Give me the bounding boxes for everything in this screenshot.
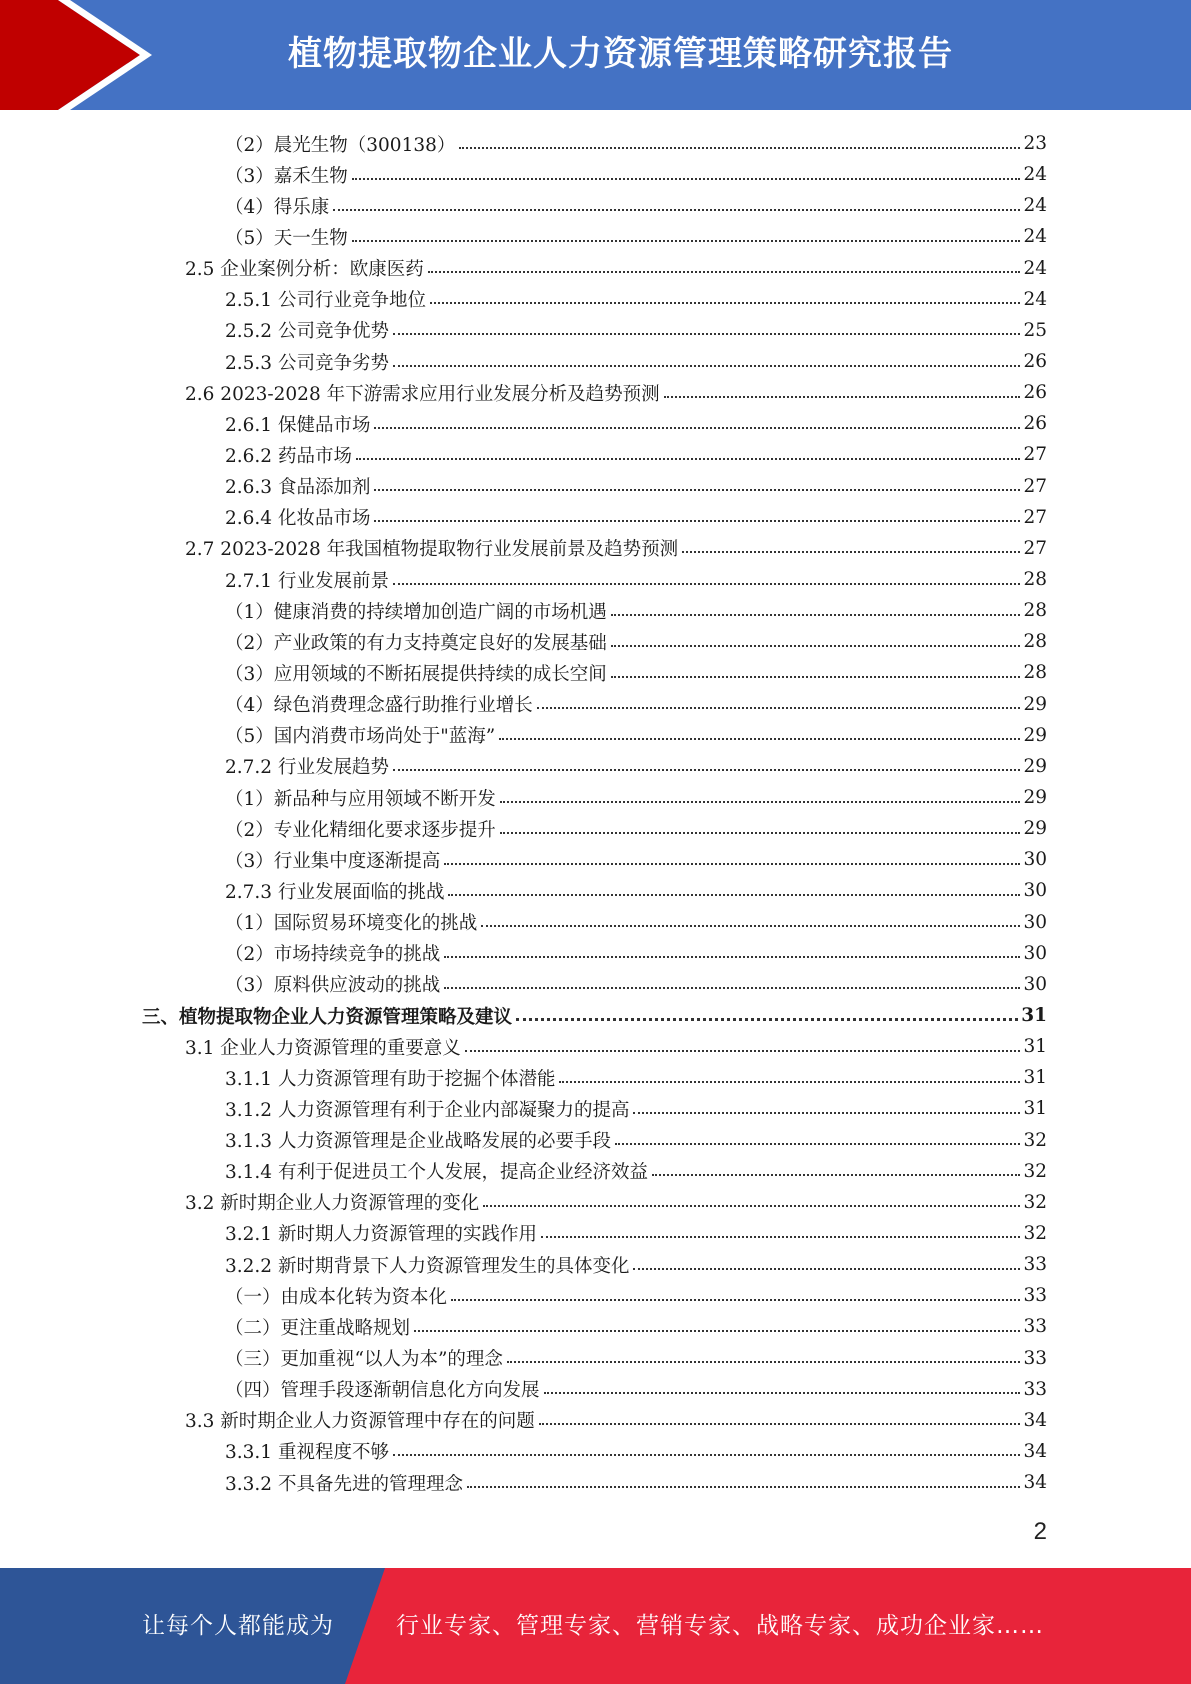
toc-entry[interactable]: [0, 128, 1191, 159]
toc-entry-page: 32: [1023, 1160, 1047, 1182]
toc-entry[interactable]: [0, 564, 1191, 595]
toc-entry[interactable]: [0, 1280, 1191, 1311]
toc-entry[interactable]: [0, 657, 1191, 688]
toc-entry-page: 30: [1023, 973, 1047, 995]
toc-entry-page: 29: [1023, 818, 1047, 840]
toc-entry-page: 27: [1023, 506, 1047, 528]
toc-entry[interactable]: [0, 1093, 1191, 1124]
toc-entry-page: 28: [1023, 569, 1047, 591]
toc-entry-page: 24: [1023, 226, 1047, 248]
toc-entry-title: （四）管理手段逐渐朝信息化方向发展: [225, 1380, 540, 1402]
toc-dot-leader: [393, 365, 1020, 367]
toc-entry-page: 24: [1023, 195, 1047, 217]
toc-entry[interactable]: [0, 1000, 1191, 1031]
toc-entry[interactable]: [0, 1031, 1191, 1062]
toc-entry-page: 27: [1023, 444, 1047, 466]
toc-dot-leader: [352, 178, 1021, 180]
toc-entry-title: （2）产业政策的有力支持奠定良好的发展基础: [225, 632, 607, 654]
toc-entry[interactable]: [0, 346, 1191, 377]
toc-entry-title: 3.1 企业人力资源管理的重要意义: [185, 1037, 461, 1059]
toc-entry[interactable]: [0, 159, 1191, 190]
toc-entry-page: 24: [1023, 164, 1047, 186]
toc-entry-title: （1）新品种与应用领域不断开发: [225, 788, 496, 810]
toc-entry-title: 3.1.2 人力资源管理有利于企业内部凝聚力的提高: [225, 1099, 630, 1121]
toc-dot-leader: [500, 801, 1021, 803]
toc-entry-page: 32: [1023, 1191, 1047, 1213]
toc-entry-title: 2.5.1 公司行业竞争地位: [225, 290, 426, 312]
toc-entry-title: （2）晨光生物（300138）: [225, 134, 456, 156]
toc-entry-page: 31: [1023, 1067, 1047, 1089]
toc-entry-title: （2）专业化精细化要求逐步提升: [225, 819, 496, 841]
page-number: 2: [1033, 1518, 1047, 1545]
toc-entry[interactable]: [0, 1342, 1191, 1373]
toc-entry-title: （4）绿色消费理念盛行助推行业增长: [225, 695, 533, 717]
toc-dot-leader: [374, 489, 1020, 491]
table-of-contents: [0, 128, 1191, 1498]
toc-entry[interactable]: [0, 1467, 1191, 1498]
toc-dot-leader: [507, 1361, 1021, 1363]
toc-entry-title: 3.2.2 新时期背景下人力资源管理发生的具体变化: [225, 1255, 630, 1277]
toc-entry-title: 2.6.4 化妆品市场: [225, 508, 371, 530]
toc-dot-leader: [444, 987, 1020, 989]
toc-entry-page: 24: [1023, 288, 1047, 310]
toc-entry-title: 2.7 2023-2028 年我国植物提取物行业发展前景及趋势预测: [185, 539, 679, 561]
toc-entry-page: 29: [1023, 787, 1047, 809]
toc-entry[interactable]: [0, 315, 1191, 346]
toc-entry-page: 27: [1023, 475, 1047, 497]
toc-entry[interactable]: [0, 533, 1191, 564]
toc-entry[interactable]: [0, 1249, 1191, 1280]
toc-dot-leader: [393, 583, 1020, 585]
toc-entry-page: 31: [1023, 1036, 1047, 1058]
toc-entry-page: 30: [1023, 880, 1047, 902]
toc-entry-title: （二）更注重战略规划: [225, 1317, 411, 1339]
toc-dot-leader: [444, 956, 1020, 958]
toc-entry-page: 32: [1023, 1129, 1047, 1151]
toc-entry-page: 33: [1023, 1254, 1047, 1276]
toc-entry[interactable]: [0, 439, 1191, 470]
toc-entry-title: （1）健康消费的持续增加创造广阔的市场机遇: [225, 601, 607, 623]
toc-dot-leader: [539, 1423, 1021, 1425]
toc-entry[interactable]: [0, 751, 1191, 782]
toc-entry[interactable]: [0, 1125, 1191, 1156]
toc-entry-title: 2.6.3 食品添加剂: [225, 477, 371, 499]
toc-entry-title: 2.6.2 药品市场: [225, 445, 352, 467]
toc-entry-title: （三）更加重视“以人为本”的理念: [225, 1349, 503, 1371]
toc-entry[interactable]: [0, 875, 1191, 906]
toc-dot-leader: [352, 240, 1021, 242]
toc-dot-leader: [516, 1018, 1018, 1021]
toc-dot-leader: [333, 209, 1020, 211]
toc-entry-title: 2.6.1 保健品市场: [225, 414, 371, 436]
toc-entry-page: 25: [1023, 319, 1047, 341]
toc-dot-leader: [682, 551, 1020, 553]
toc-dot-leader: [499, 738, 1020, 740]
toc-entry[interactable]: [0, 969, 1191, 1000]
toc-entry-title: （4）得乐康: [225, 196, 330, 218]
footer-slogan-right: 行业专家、管理专家、营销专家、战略专家、成功企业家……: [396, 1613, 1044, 1639]
toc-entry-title: 3.1.1 人力资源管理有助于挖掘个体潜能: [225, 1068, 556, 1090]
toc-dot-leader: [544, 1392, 1021, 1394]
report-title: 植物提取物企业人力资源管理策略研究报告: [288, 34, 953, 74]
toc-dot-leader: [430, 302, 1020, 304]
toc-dot-leader: [393, 1454, 1020, 1456]
toc-entry-title: （1）国际贸易环境变化的挑战: [225, 913, 478, 935]
toc-entry[interactable]: [0, 1311, 1191, 1342]
footer-slogan-left: 让每个人都能成为: [142, 1613, 334, 1639]
toc-dot-leader: [615, 1143, 1020, 1145]
toc-entry-page: 30: [1023, 942, 1047, 964]
toc-dot-leader: [537, 707, 1021, 709]
toc-entry-title: 3.3 新时期企业人力资源管理中存在的问题: [185, 1411, 535, 1433]
toc-dot-leader: [374, 427, 1020, 429]
toc-dot-leader: [393, 769, 1020, 771]
toc-entry-page: 24: [1023, 257, 1047, 279]
toc-entry-page: 26: [1023, 413, 1047, 435]
toc-entry-title: （3）行业集中度逐渐提高: [225, 850, 441, 872]
toc-dot-leader: [633, 1268, 1020, 1270]
toc-entry-title: 2.6 2023-2028 年下游需求应用行业发展分析及趋势预测: [185, 383, 660, 405]
toc-entry-title: （3）原料供应波动的挑战: [225, 975, 441, 997]
toc-dot-leader: [465, 1050, 1021, 1052]
toc-entry[interactable]: [0, 221, 1191, 252]
toc-entry[interactable]: [0, 284, 1191, 315]
toc-entry-title: （5）天一生物: [225, 227, 348, 249]
toc-entry-title: 2.7.3 行业发展面临的挑战: [225, 881, 445, 903]
toc-entry[interactable]: [0, 907, 1191, 938]
toc-entry-title: 3.1.3 人力资源管理是企业战略发展的必要手段: [225, 1131, 611, 1153]
toc-entry[interactable]: [0, 938, 1191, 969]
toc-entry[interactable]: [0, 595, 1191, 626]
toc-entry-title: 2.5 企业案例分析：欧康医药: [185, 259, 424, 281]
toc-entry-page: 29: [1023, 755, 1047, 777]
toc-entry-page: 26: [1023, 382, 1047, 404]
toc-dot-leader: [467, 1486, 1020, 1488]
toc-entry[interactable]: [0, 502, 1191, 533]
toc-entry-title: 2.5.2 公司竞争优势: [225, 321, 389, 343]
toc-dot-leader: [374, 520, 1020, 522]
toc-entry-title: （3）应用领域的不断拓展提供持续的成长空间: [225, 663, 607, 685]
toc-entry-page: 28: [1023, 600, 1047, 622]
toc-entry[interactable]: [0, 626, 1191, 657]
toc-entry[interactable]: [0, 253, 1191, 284]
toc-dot-leader: [448, 894, 1020, 896]
toc-entry-title: （5）国内消费市场尚处于"蓝海”: [225, 726, 496, 748]
toc-entry-page: 29: [1023, 693, 1047, 715]
page-header: [0, 0, 1191, 110]
toc-dot-leader: [451, 1299, 1020, 1301]
toc-entry-title: 3.2.1 新时期人力资源管理的实践作用: [225, 1224, 537, 1246]
toc-dot-leader: [500, 832, 1021, 834]
toc-entry-page: 28: [1023, 631, 1047, 653]
toc-dot-leader: [483, 1205, 1020, 1207]
toc-dot-leader: [611, 645, 1021, 647]
toc-entry[interactable]: [0, 190, 1191, 221]
toc-entry-page: 27: [1023, 537, 1047, 559]
toc-entry-title: （一）由成本化转为资本化: [225, 1286, 448, 1308]
toc-dot-leader: [652, 1174, 1020, 1176]
toc-entry-page: 33: [1023, 1378, 1047, 1400]
toc-entry[interactable]: [0, 844, 1191, 875]
toc-entry-page: 28: [1023, 662, 1047, 684]
toc-dot-leader: [414, 1330, 1020, 1332]
toc-dot-leader: [611, 614, 1021, 616]
toc-entry-page: 32: [1023, 1222, 1047, 1244]
toc-entry[interactable]: [0, 813, 1191, 844]
toc-dot-leader: [559, 1081, 1020, 1083]
toc-dot-leader: [428, 271, 1021, 273]
toc-entry[interactable]: [0, 471, 1191, 502]
toc-entry-title: 3.1.4 有利于促进员工个人发展，提高企业经济效益: [225, 1162, 648, 1184]
toc-dot-leader: [444, 863, 1020, 865]
toc-entry-title: 三、植物提取物企业人力资源管理策略及建议: [142, 1006, 513, 1028]
toc-entry[interactable]: [0, 1062, 1191, 1093]
toc-entry[interactable]: [0, 689, 1191, 720]
toc-entry-page: 23: [1023, 133, 1047, 155]
toc-entry-page: 31: [1021, 1005, 1047, 1026]
toc-entry-page: 33: [1023, 1285, 1047, 1307]
toc-entry-page: 33: [1023, 1316, 1047, 1338]
toc-entry[interactable]: [0, 377, 1191, 408]
toc-entry-title: 2.7.1 行业发展前景: [225, 570, 389, 592]
toc-entry[interactable]: [0, 782, 1191, 813]
toc-dot-leader: [481, 925, 1020, 927]
toc-entry[interactable]: [0, 408, 1191, 439]
toc-entry-page: 29: [1023, 724, 1047, 746]
toc-entry[interactable]: [0, 1187, 1191, 1218]
toc-entry-page: 30: [1023, 849, 1047, 871]
toc-entry-page: 34: [1023, 1472, 1047, 1494]
toc-entry-title: 2.5.3 公司竞争劣势: [225, 352, 389, 374]
toc-entry-title: 3.3.1 重视程度不够: [225, 1442, 389, 1464]
toc-entry[interactable]: [0, 720, 1191, 751]
toc-entry-title: 3.3.2 不具备先进的管理理念: [225, 1473, 463, 1495]
toc-entry-page: 26: [1023, 351, 1047, 373]
toc-entry-page: 34: [1023, 1440, 1047, 1462]
toc-dot-leader: [393, 333, 1020, 335]
toc-entry-title: 2.7.2 行业发展趋势: [225, 757, 389, 779]
toc-entry-page: 34: [1023, 1409, 1047, 1431]
toc-dot-leader: [541, 1236, 1020, 1238]
toc-entry-title: 3.2 新时期企业人力资源管理的变化: [185, 1193, 480, 1215]
toc-entry-page: 33: [1023, 1347, 1047, 1369]
toc-dot-leader: [664, 396, 1021, 398]
toc-dot-leader: [611, 676, 1021, 678]
toc-entry-title: （2）市场持续竞争的挑战: [225, 944, 441, 966]
toc-entry-page: 30: [1023, 911, 1047, 933]
toc-entry[interactable]: [0, 1156, 1191, 1187]
page-footer: [0, 1568, 1191, 1684]
toc-dot-leader: [633, 1112, 1020, 1114]
toc-entry[interactable]: [0, 1405, 1191, 1436]
toc-entry[interactable]: [0, 1374, 1191, 1405]
toc-dot-leader: [356, 458, 1021, 460]
toc-entry[interactable]: [0, 1218, 1191, 1249]
toc-entry-title: （3）嘉禾生物: [225, 165, 348, 187]
toc-entry-page: 31: [1023, 1098, 1047, 1120]
toc-dot-leader: [459, 147, 1020, 149]
toc-entry[interactable]: [0, 1436, 1191, 1467]
